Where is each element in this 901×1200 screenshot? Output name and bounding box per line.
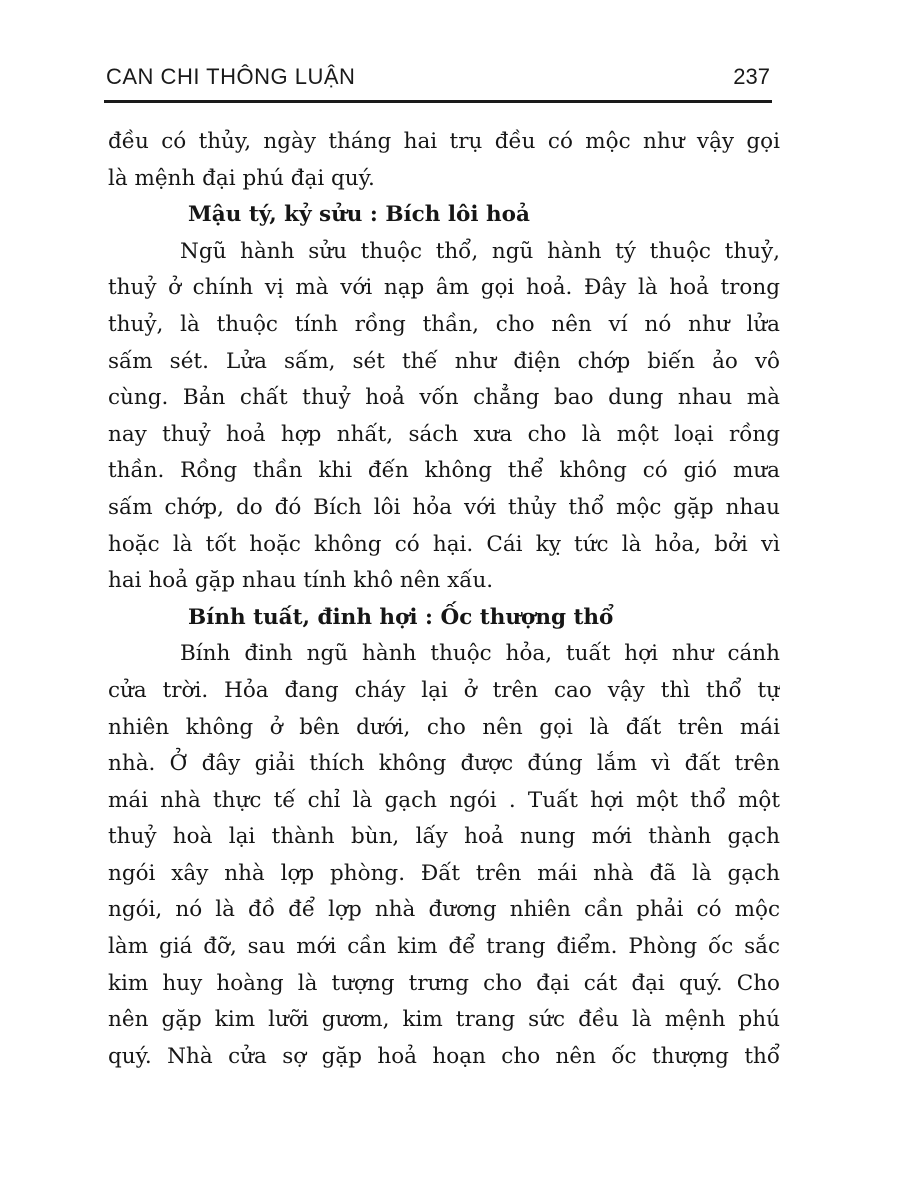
text-line: sấm chớp, do đó Bích lôi hỏa với thủy thổ mộc gặp nhau <box>108 494 780 520</box>
text-line: đều có thủy, ngày tháng hai trụ đều có mộc như vậy gọi <box>108 129 780 154</box>
text-line: làm giá đỡ, sau mới cần kim để trang điểm. Phòng ốc sắc <box>108 934 780 960</box>
text-line: hoặc là tốt hoặc không có hại. Cái kỵ tức là hỏa, bởi vì <box>108 531 780 557</box>
text-line: cùng. Bản chất thuỷ hoả vốn chẳng bao dung nhau mà <box>108 385 780 411</box>
text-line: kim huy hoàng là tượng trưng cho đại cát đại quý. Cho <box>108 970 780 996</box>
text-line: nay thuỷ hoả hợp nhất, sách xưa cho là một loại rồng <box>108 421 780 447</box>
text-line: hai hoả gặp nhau tính khô nên xấu. <box>108 568 494 594</box>
text-line: thuỷ ở chính vị mà với nạp âm gọi hoả. Đây là hoả trong <box>108 275 780 301</box>
text-line: nên gặp kim lưỡi gươm, kim trang sức đều là mệnh phú <box>108 1007 780 1033</box>
text-line: Ngũ hành sửu thuộc thổ, ngũ hành tý thuộc thuỷ, <box>180 238 780 264</box>
running-header <box>104 60 772 103</box>
page-body <box>108 124 780 1075</box>
text-line: nhiên không ở bên dưới, cho nên gọi là đất trên mái <box>108 714 780 740</box>
page-number: 237 <box>733 64 770 89</box>
text-line: thuỷ hoà lại thành bùn, lấy hoả nung mới thành gạch <box>108 824 780 850</box>
text-line: ngói, nó là đồ để lợp nhà đương nhiên cần phải có mộc <box>108 897 780 923</box>
text-line: thuỷ, là thuộc tính rồng thần, cho nên ví nó như lửa <box>108 311 780 337</box>
text-line: sấm sét. Lửa sấm, sét thế như điện chớp biến ảo vô <box>108 348 780 374</box>
text-line: Bính đinh ngũ hành thuộc hỏa, tuất hợi như cánh <box>180 641 780 667</box>
section-heading: Bính tuất, đinh hợi : Ốc thượng thổ <box>188 604 614 630</box>
text-line: mái nhà thực tế chỉ là gạch ngói . Tuất hợi một thổ một <box>108 787 780 813</box>
running-header-title: CAN CHI THÔNG LUẬN <box>106 64 356 89</box>
text-line: ngói xây nhà lợp phòng. Đất trên mái nhà đã là gạch <box>108 860 780 886</box>
text-line: quý. Nhà cửa sợ gặp hoả hoạn cho nên ốc thượng thổ <box>108 1043 780 1069</box>
text-line: thần. Rồng thần khi đến không thể không có gió mưa <box>108 458 780 484</box>
section-heading: Mậu tý, kỷ sửu : Bích lôi hoả <box>188 202 530 228</box>
text-line: cửa trời. Hỏa đang cháy lại ở trên cao vậy thì thổ tự <box>108 677 780 703</box>
text-line: nhà. Ở đây giải thích không được đúng lắm vì đất trên <box>108 751 780 777</box>
text-line: là mệnh đại phú đại quý. <box>108 165 375 191</box>
